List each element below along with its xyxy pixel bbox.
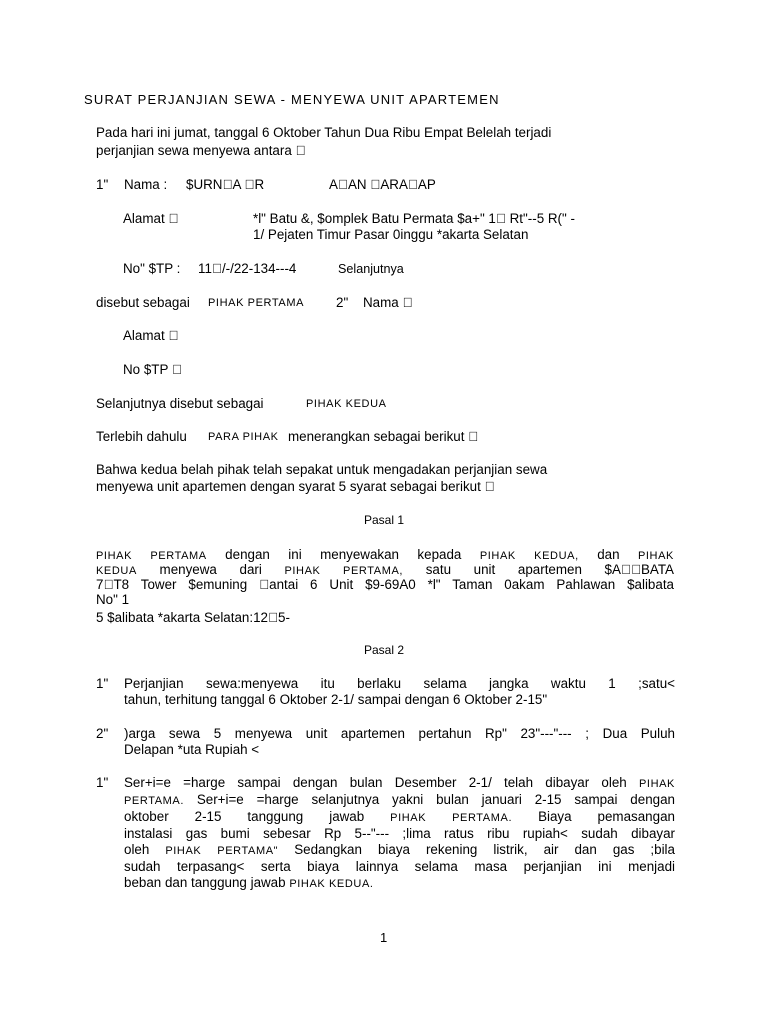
page-number: 1 xyxy=(380,930,388,945)
document-title: SURAT PERJANJIAN SEWA - MENYEWA UNIT APARTEMEN xyxy=(84,92,500,107)
bahwa-line-2: menyewa unit apartemen dengan syarat 5 syarat sebagai berikut   xyxy=(96,479,495,494)
party1-ktp-label: No" $TP : xyxy=(123,261,181,276)
party1-nama-value-2: A AN  ARA AP xyxy=(329,177,436,192)
party2-number: 2" xyxy=(336,295,349,310)
pasal1-kedua: KEDUA xyxy=(96,565,137,577)
item3-text-4: Biaya pemasangan xyxy=(538,809,675,824)
party1-ktp-value: 11 /-/22-134---4 xyxy=(198,261,297,276)
pasal2-item1-line-1: Perjanjian sewa:menyewa itu berlaku selama jangka waktu 1 ;satu< xyxy=(124,676,675,691)
item3-pihak-pertama: PIHAK PERTAMA. xyxy=(390,812,513,824)
party2-alamat-label: Alamat   xyxy=(123,328,179,343)
pasal1-text-3: satu unit apartemen $A  BATA xyxy=(425,562,674,577)
pasal1-text-1: dengan ini menyewakan kepada xyxy=(225,547,462,562)
item3-pihak-pertama-2: PIHAK PERTAMA" xyxy=(165,845,279,857)
party1-number: 1" xyxy=(96,177,109,192)
party1-alamat-line-2: 1/ Pejaten Timur Pasar 0inggu *akarta Selatan xyxy=(253,227,529,242)
item3-text-3: oktober 2-15 tanggung jawab xyxy=(124,809,365,824)
item3-oleh: oleh xyxy=(124,842,150,857)
party1-selanjutnya: Selanjutnya xyxy=(338,262,404,276)
terlebih-text-2: menerangkan sebagai berikut   xyxy=(288,429,479,444)
item3-text-2: Ser+i=e =harge selanjutnya yakni bulan januari 2-15 sampai dengan xyxy=(196,792,675,807)
party2-disebut: disebut sebagai xyxy=(96,295,190,310)
party1-alamat-line-1: *l" Batu &, $omplek Batu Permata $a+" 1  Rt"--5 R(" - xyxy=(253,211,575,226)
bahwa-line-1: Bahwa kedua belah pihak telah sepakat untuk mengadakan perjanjian sewa xyxy=(96,462,548,477)
pasal1-pihak-kedua: PIHAK KEDUA, xyxy=(479,550,579,562)
item3-text-7: beban dan tanggung jawab xyxy=(124,875,286,890)
party2-nama-label: Nama   xyxy=(363,295,413,310)
pasal1-line-4: No" 1 xyxy=(96,592,130,607)
pasal2-item2-number: 2" xyxy=(96,726,109,741)
party1-nama-label: Nama : xyxy=(124,177,168,192)
intro-line-1: Pada hari ini jumat, tanggal 6 Oktober Tahun Dua Ribu Empat Belelah terjadi xyxy=(96,125,552,140)
pasal2-item3-line-6: sudah terpasang< serta biaya lainnya selama masa perjanjian ini menjadi xyxy=(124,859,675,874)
pasal2-item3-number: 1" xyxy=(96,775,109,790)
item3-pihak: PIHAK xyxy=(638,778,675,790)
party1-alamat-label: Alamat   xyxy=(123,211,179,226)
pihak-kedua-label: PIHAK KEDUA xyxy=(306,398,387,410)
selanjutnya-text: Selanjutnya disebut sebagai xyxy=(96,396,264,411)
pasal2-item3-line-4: instalasi gas bumi sebesar Rp 5--"--- ;lima ratus ribu rupiah< sudah dibayar xyxy=(124,826,675,841)
item3-pertama: PERTAMA. xyxy=(124,795,185,807)
pasal1-pihak-pertama-2: PIHAK PERTAMA, xyxy=(284,565,404,577)
pasal2-item2-line-2: Delapan *uta Rupiah < xyxy=(124,742,260,757)
pasal1-dan: dan xyxy=(597,547,620,562)
item3-text-5: Sedangkan biaya rekening listrik, air dan gas ;bila xyxy=(294,842,675,857)
pasal1-line-5: 5 $alibata *akarta Selatan:12 5- xyxy=(96,610,290,625)
pasal-1-heading: Pasal 1 xyxy=(363,513,405,527)
pasal1-line-3: 7 T8 Tower $emuning  antai 6 Unit $9-69A0 *l" Taman 0akam Pahlawan $alibata xyxy=(96,577,674,592)
pasal1-pihak-pertama: PIHAK PERTAMA xyxy=(96,550,207,562)
intro-line-2: perjanjian sewa menyewa antara   xyxy=(96,143,306,158)
party2-ktp-label: No $TP   xyxy=(123,362,182,377)
pasal2-item3-line-7 xyxy=(124,874,374,893)
pasal2-item1-line-2: tahun, terhitung tanggal 6 Oktober 2-1/ sampai dengan 6 Oktober 2-15" xyxy=(124,692,548,707)
pasal2-item1-number: 1" xyxy=(96,676,109,691)
pasal1-pihak: PIHAK xyxy=(637,550,674,562)
pasal-2-heading: Pasal 2 xyxy=(363,643,405,657)
para-pihak-label: PARA PIHAK xyxy=(208,431,279,443)
party1-nama-value: $URN A  R xyxy=(186,177,265,192)
terlebih-text: Terlebih dahulu xyxy=(96,429,187,444)
party2-pihak-pertama: PIHAK PERTAMA xyxy=(208,297,305,309)
item3-pihak-kedua: PIHAK KEDUA. xyxy=(289,878,374,890)
pasal2-item2-line-1: )arga sewa 5 menyewa unit apartemen pertahun Rp" 23"---"--- ; Dua Puluh xyxy=(124,726,675,741)
item3-text-1: Ser+i=e =harge sampai dengan bulan Desember 2-1/ telah dibayar oleh xyxy=(124,775,627,790)
pasal1-text-2: menyewa dari xyxy=(159,562,262,577)
